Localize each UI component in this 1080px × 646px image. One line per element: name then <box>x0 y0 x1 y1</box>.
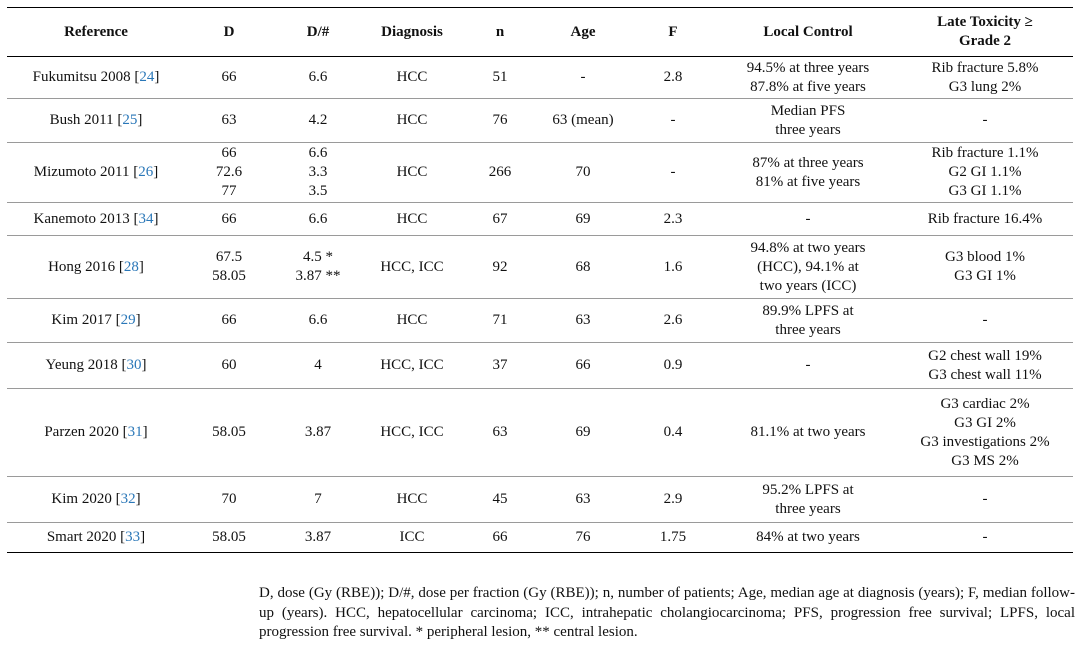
cell-dose-per-fraction-line: 6.6 <box>308 69 328 85</box>
cell-age: 76 <box>539 523 627 553</box>
table-row <box>7 477 1073 523</box>
cell-dose-per-fraction <box>273 343 363 389</box>
cell-dose-per-fraction-line: 6.6 <box>308 210 328 227</box>
cell-dose-line: 70 <box>221 491 237 507</box>
cell-dose-per-fraction <box>273 523 363 553</box>
cell-local-control-line: - <box>805 357 811 373</box>
citation-link[interactable]: 33 <box>125 529 141 545</box>
reference-name: Kim 2017 <box>51 312 112 328</box>
table-row <box>7 343 1073 389</box>
cell-n: 71 <box>461 299 539 343</box>
cell-dose-per-fraction-line: 3.87 <box>304 424 332 440</box>
cell-local-control <box>719 99 897 143</box>
cell-dose-per-fraction <box>273 99 363 143</box>
cell-diagnosis: HCC, ICC <box>363 236 461 299</box>
cell-local-control-line: - <box>805 210 811 227</box>
reference-name: Yeung 2018 <box>45 357 118 373</box>
cell-dose-line: 60 <box>221 357 237 373</box>
cell-n: 63 <box>461 389 539 477</box>
cell-dose-per-fraction-line: 3.87 ** <box>295 268 341 284</box>
citation-link[interactable]: 29 <box>120 312 136 328</box>
cell-local-control-line: three years <box>775 321 841 338</box>
cell-follow-up: - <box>627 143 719 203</box>
cell-follow-up: 0.9 <box>627 343 719 389</box>
cell-follow-up: 1.6 <box>627 236 719 299</box>
header-dose: D <box>185 8 273 57</box>
cell-diagnosis: HCC <box>363 477 461 523</box>
cell-dose-line: 58.05 <box>212 529 246 545</box>
cell-late-toxicity <box>897 203 1073 236</box>
header-follow-up: F <box>627 8 719 57</box>
citation-link[interactable]: 34 <box>138 210 154 227</box>
cell-local-control <box>719 57 897 99</box>
header-local-control: Local Control <box>719 8 897 57</box>
cell-local-control-line: 81.1% at two years <box>750 424 866 440</box>
cell-reference: Yeung 2018 [30] <box>7 343 185 389</box>
citation-link[interactable]: 24 <box>139 69 155 85</box>
cell-late-toxicity-line: G3 GI 2% <box>954 414 1016 431</box>
cell-local-control <box>719 299 897 343</box>
cell-dose-per-fraction-line: 4.2 <box>308 112 328 128</box>
citation-link[interactable]: 32 <box>120 491 136 507</box>
cell-late-toxicity-line: G3 lung 2% <box>948 78 1022 95</box>
cell-late-toxicity <box>897 477 1073 523</box>
cell-dose-per-fraction-line: 3.87 <box>304 529 332 545</box>
reference-name: Kim 2020 <box>51 491 112 507</box>
cell-late-toxicity <box>897 299 1073 343</box>
cell-age: - <box>539 57 627 99</box>
cell-late-toxicity <box>897 143 1073 203</box>
cell-local-control-line: three years <box>775 500 841 517</box>
cell-local-control-line: 94.8% at two years <box>750 239 866 256</box>
cell-reference: Bush 2011 [25] <box>7 99 185 143</box>
cell-dose-per-fraction <box>273 203 363 236</box>
cell-age: 69 <box>539 389 627 477</box>
cell-dose-line: 58.05 <box>212 424 246 440</box>
cell-age: 63 <box>539 477 627 523</box>
cell-dose <box>185 523 273 553</box>
cell-dose <box>185 477 273 523</box>
table-row <box>7 236 1073 299</box>
cell-dose <box>185 299 273 343</box>
reference-name: Smart 2020 <box>46 529 117 545</box>
cell-late-toxicity <box>897 236 1073 299</box>
cell-follow-up: 2.6 <box>627 299 719 343</box>
cell-late-toxicity-line: Rib fracture 1.1% <box>931 145 1039 161</box>
reference-name: Bush 2011 <box>49 112 114 128</box>
cell-local-control-line: 89.9% LPFS at <box>762 302 854 319</box>
results-table <box>7 7 1073 553</box>
header-late-toxicity: Late Toxicity ≥ Grade 2 <box>897 8 1073 57</box>
cell-n: 51 <box>461 57 539 99</box>
cell-local-control <box>719 143 897 203</box>
cell-diagnosis: HCC <box>363 99 461 143</box>
cell-local-control-line: 95.2% LPFS at <box>762 481 854 498</box>
reference-name: Parzen 2020 <box>44 424 119 440</box>
cell-age: 69 <box>539 203 627 236</box>
cell-dose-per-fraction <box>273 477 363 523</box>
cell-dose-per-fraction <box>273 143 363 203</box>
cell-late-toxicity-line: G3 chest wall 11% <box>928 366 1042 383</box>
cell-dose-per-fraction-line: 6.6 <box>308 145 328 161</box>
cell-late-toxicity-line: G3 GI 1% <box>954 268 1016 284</box>
cell-age: 63 (mean) <box>539 99 627 143</box>
cell-age: 66 <box>539 343 627 389</box>
cell-dose <box>185 203 273 236</box>
reference-name: Fukumitsu 2008 <box>32 69 131 85</box>
cell-local-control-line: 94.5% at three years <box>746 59 870 76</box>
cell-dose-per-fraction-line: 6.6 <box>308 312 328 328</box>
cell-late-toxicity-line: - <box>982 491 988 507</box>
cell-follow-up: 2.3 <box>627 203 719 236</box>
reference-name: Kanemoto 2013 <box>33 210 130 227</box>
cell-late-toxicity-line: - <box>982 112 988 128</box>
cell-dose-per-fraction <box>273 299 363 343</box>
cell-follow-up: - <box>627 99 719 143</box>
cell-local-control-line: 87% at three years <box>752 154 864 171</box>
cell-n: 37 <box>461 343 539 389</box>
cell-late-toxicity-line: - <box>982 312 988 328</box>
cell-late-toxicity-line: - <box>982 529 988 545</box>
cell-dose-line: 66 <box>221 312 237 328</box>
cell-dose <box>185 343 273 389</box>
cell-dose-line: 72.6 <box>215 164 243 180</box>
cell-reference: Fukumitsu 2008 [24] <box>7 57 185 99</box>
table-body <box>7 57 1073 553</box>
cell-dose-line: 58.05 <box>212 268 246 284</box>
table-row <box>7 203 1073 236</box>
cell-local-control <box>719 236 897 299</box>
cell-diagnosis: HCC <box>363 57 461 99</box>
cell-local-control-line: 84% at two years <box>756 529 860 545</box>
citation-link[interactable]: 28 <box>123 258 139 275</box>
cell-dose <box>185 57 273 99</box>
cell-local-control <box>719 343 897 389</box>
header-dose-per-fraction: D/# <box>273 8 363 57</box>
cell-follow-up: 2.9 <box>627 477 719 523</box>
citation-link[interactable]: 31 <box>127 424 143 440</box>
cell-n: 76 <box>461 99 539 143</box>
cell-dose <box>185 236 273 299</box>
cell-diagnosis: HCC, ICC <box>363 343 461 389</box>
cell-late-toxicity-line: G3 blood 1% <box>945 249 1025 265</box>
cell-local-control-line: 81% at five years <box>755 173 861 190</box>
cell-dose-per-fraction-line: 7 <box>314 491 322 507</box>
citation-link[interactable]: 26 <box>138 164 154 180</box>
citation-link[interactable]: 30 <box>126 357 142 373</box>
cell-dose-line: 77 <box>221 183 237 199</box>
cell-local-control-line: Median PFS <box>770 102 846 119</box>
cell-local-control-line: (HCC), 94.1% at <box>757 258 859 275</box>
cell-dose-per-fraction-line: 3.5 <box>308 183 328 199</box>
cell-n: 92 <box>461 236 539 299</box>
cell-dose <box>185 143 273 203</box>
cell-n: 67 <box>461 203 539 236</box>
cell-diagnosis: HCC <box>363 143 461 203</box>
cell-late-toxicity <box>897 99 1073 143</box>
cell-dose <box>185 99 273 143</box>
cell-late-toxicity-line: Rib fracture 5.8% <box>931 59 1039 76</box>
cell-reference: Hong 2016 [28] <box>7 236 185 299</box>
cell-late-toxicity <box>897 389 1073 477</box>
table-row <box>7 299 1073 343</box>
cell-local-control-line: 87.8% at five years <box>750 78 866 95</box>
table-row <box>7 523 1073 553</box>
cell-late-toxicity <box>897 343 1073 389</box>
cell-n: 66 <box>461 523 539 553</box>
cell-late-toxicity-line: Rib fracture 16.4% <box>927 210 1043 227</box>
reference-name: Hong 2016 <box>48 258 116 275</box>
cell-reference: Parzen 2020 [31] <box>7 389 185 477</box>
cell-dose-per-fraction-line: 4 <box>314 357 322 373</box>
cell-age: 70 <box>539 143 627 203</box>
cell-local-control-line: three years <box>775 121 841 138</box>
cell-reference: Kim 2017 [29] <box>7 299 185 343</box>
cell-late-toxicity <box>897 57 1073 99</box>
cell-dose-per-fraction <box>273 57 363 99</box>
cell-diagnosis: HCC, ICC <box>363 389 461 477</box>
table-row <box>7 143 1073 203</box>
cell-reference: Kim 2020 [32] <box>7 477 185 523</box>
header-age: Age <box>539 8 627 57</box>
cell-follow-up: 2.8 <box>627 57 719 99</box>
cell-dose-per-fraction-line: 3.3 <box>308 164 328 180</box>
cell-local-control <box>719 389 897 477</box>
cell-dose-line: 67.5 <box>215 249 243 265</box>
cell-diagnosis: HCC <box>363 203 461 236</box>
header-reference: Reference <box>7 8 185 57</box>
table-row <box>7 99 1073 143</box>
cell-dose-line: 66 <box>221 145 237 161</box>
cell-dose-line: 66 <box>221 69 237 85</box>
cell-dose-line: 63 <box>221 112 237 128</box>
cell-dose-per-fraction <box>273 236 363 299</box>
cell-dose <box>185 389 273 477</box>
cell-diagnosis: ICC <box>363 523 461 553</box>
cell-local-control <box>719 477 897 523</box>
cell-follow-up: 0.4 <box>627 389 719 477</box>
header-diagnosis: Diagnosis <box>363 8 461 57</box>
cell-dose-line: 66 <box>221 210 237 227</box>
cell-diagnosis: HCC <box>363 299 461 343</box>
cell-dose-per-fraction <box>273 389 363 477</box>
header-n: n <box>461 8 539 57</box>
cell-late-toxicity-line: G3 cardiac 2% <box>940 395 1030 412</box>
cell-follow-up: 1.75 <box>627 523 719 553</box>
cell-late-toxicity-line: G2 GI 1.1% <box>948 164 1022 180</box>
table-row <box>7 389 1073 477</box>
table-footnote: D, dose (Gy (RBE)); D/#, dose per fraction (Gy (RBE)); n, number of patients; Age, median age at diagnosis (years); F, median follow-up (years). HCC, hepatocellular carcinoma; ICC, intrahepatic cholangiocarcinoma; PFS, progression free survival; LPFS, local progression free survival. * peripheral lesion, ** central lesion. <box>259 585 1075 640</box>
cell-age: 63 <box>539 299 627 343</box>
cell-late-toxicity-line: G3 investigations 2% <box>920 433 1050 450</box>
cell-age: 68 <box>539 236 627 299</box>
table-header-row <box>7 8 1073 57</box>
cell-local-control <box>719 523 897 553</box>
table-row <box>7 57 1073 99</box>
cell-late-toxicity <box>897 523 1073 553</box>
cell-n: 266 <box>461 143 539 203</box>
cell-local-control <box>719 203 897 236</box>
cell-late-toxicity-line: G3 MS 2% <box>951 452 1019 469</box>
reference-name: Mizumoto 2011 <box>33 164 130 180</box>
citation-link[interactable]: 25 <box>122 112 138 128</box>
cell-late-toxicity-line: G2 chest wall 19% <box>928 347 1042 364</box>
cell-late-toxicity-line: G3 GI 1.1% <box>948 183 1022 199</box>
cell-n: 45 <box>461 477 539 523</box>
cell-reference: Smart 2020 [33] <box>7 523 185 553</box>
cell-local-control-line: two years (ICC) <box>759 277 857 294</box>
cell-dose-per-fraction-line: 4.5 * <box>303 249 333 265</box>
cell-reference: Mizumoto 2011 [26] <box>7 143 185 203</box>
cell-reference: Kanemoto 2013 [34] <box>7 203 185 236</box>
